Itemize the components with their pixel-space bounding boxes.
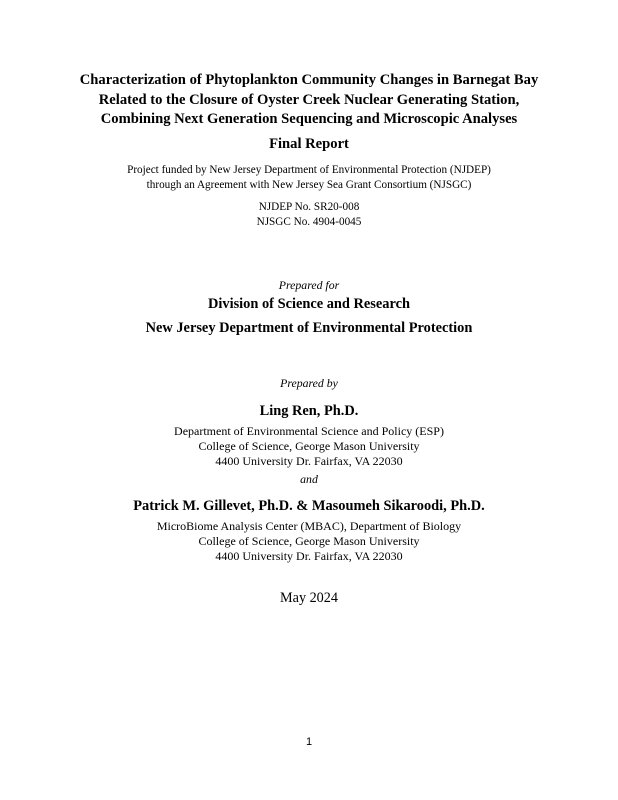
report-date: May 2024 [280,590,338,606]
author-2-affiliation-line: College of Science, George Mason University [198,534,420,548]
njsgc-number: NJSGC No. 4904-0045 [256,216,362,228]
njdep-number: NJDEP No. SR20-008 [258,201,360,213]
author-1-name: Ling Ren, Ph.D. [259,403,359,419]
author-1-affiliation-line: Department of Environmental Science and Policy (ESP) [174,424,444,438]
prepared-for-department: New Jersey Department of Environmental Protection [145,320,473,336]
funding-line-1: Project funded by New Jersey Department of Environmental Protection (NJDEP) [127,164,491,176]
prepared-by-label: Prepared by [280,376,338,390]
conjunction-and: and [300,472,318,486]
author-1-affiliation-line: 4400 University Dr. Fairfax, VA 22030 [215,454,403,468]
author-2-affiliation-line: 4400 University Dr. Fairfax, VA 22030 [215,549,403,563]
prepared-for-label: Prepared for [278,278,340,292]
title-line-2: Related to the Closure of Oyster Creek Nuclear Generating Station, [98,92,520,108]
report-type: Final Report [269,136,349,152]
author-1-affiliation-line: College of Science, George Mason University [198,439,420,453]
author-2-affiliation-line: MicroBiome Analysis Center (MBAC), Department of Biology [156,519,462,533]
author-2-names: Patrick M. Gillevet, Ph.D. & Masoumeh Sikaroodi, Ph.D. [133,498,485,514]
title-line-3: Combining Next Generation Sequencing and Microscopic Analyses [100,111,518,127]
funding-line-2: through an Agreement with New Jersey Sea Grant Consortium (NJSGC) [146,179,472,191]
title-line-1: Characterization of Phytoplankton Community Changes in Barnegat Bay [79,72,539,88]
prepared-for-division: Division of Science and Research [208,296,410,312]
page-number: 1 [305,736,313,748]
